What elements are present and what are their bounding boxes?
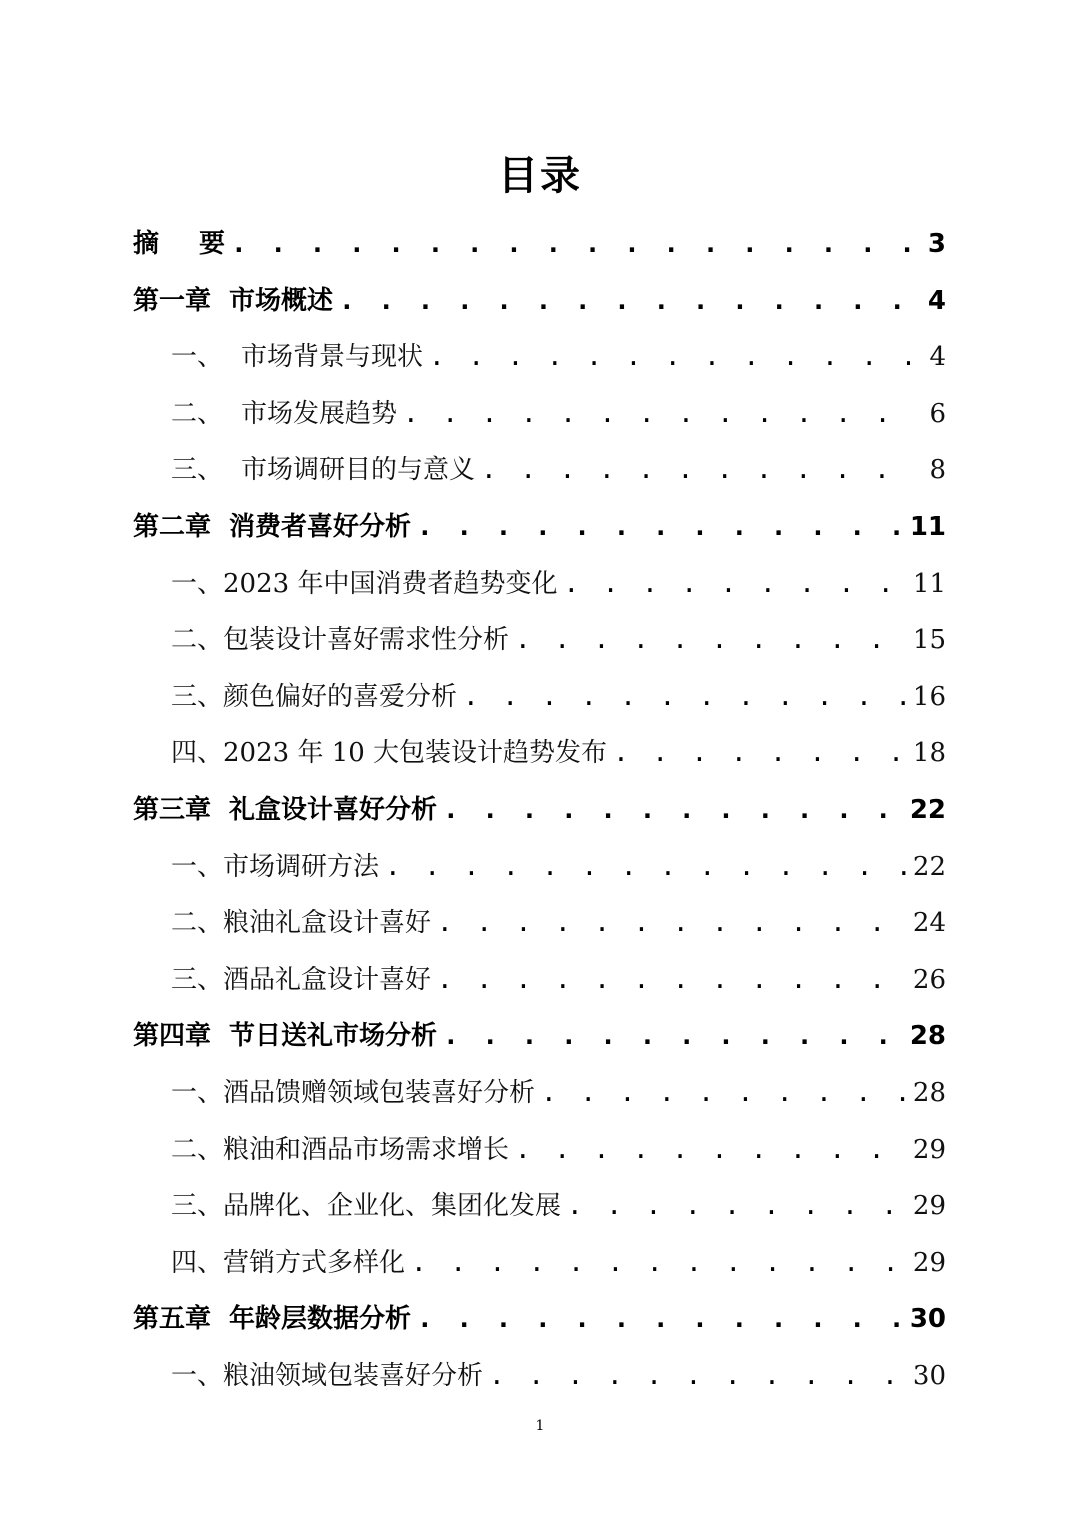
toc-dot-leader	[613, 725, 907, 782]
toc-page-number: 28	[912, 1077, 946, 1108]
toc-dot-leader	[429, 329, 910, 386]
footer-page-number: 1	[535, 1418, 545, 1434]
toc-page-number: 4	[929, 342, 946, 373]
toc-entry-chapter-3[interactable]	[133, 782, 946, 839]
toc-dot-leader	[411, 1235, 907, 1292]
toc-dot-leader	[403, 386, 910, 443]
toc-page-number: 11	[912, 568, 946, 599]
toc-entry-section[interactable]	[133, 1122, 946, 1179]
toc-entry-label: 二、包装设计喜好需求性分析	[171, 625, 510, 656]
toc-dot-leader	[437, 895, 907, 952]
toc-dot-leader	[481, 442, 910, 499]
toc-entry-label: 三、颜色偏好的喜爱分析	[171, 681, 458, 712]
toc-entry-section[interactable]	[133, 1178, 946, 1235]
toc-entry-label: 第四章 节日送礼市场分析	[133, 1021, 438, 1052]
toc-entry-label: 四、2023 年 10 大包装设计趋势发布	[171, 738, 608, 769]
toc-entry-section[interactable]	[133, 725, 946, 782]
toc-page-number: 8	[929, 455, 946, 486]
toc-entry-section[interactable]	[133, 329, 946, 386]
toc-entry-label: 第二章 消费者喜好分析	[133, 511, 412, 542]
toc-dot-leader	[489, 1348, 907, 1405]
toc-page-number: 22	[909, 794, 946, 825]
toc-entry-section[interactable]	[133, 669, 946, 726]
toc-dot-leader	[437, 952, 907, 1009]
toc-entry-chapter-1[interactable]	[133, 273, 946, 330]
toc-entry-label: 三、品牌化、企业化、集团化发展	[171, 1191, 562, 1222]
toc-page-number: 29	[912, 1191, 946, 1222]
toc-page-number: 22	[912, 851, 946, 882]
toc-dot-leader	[417, 1291, 904, 1348]
toc-entry-label: 第五章 年龄层数据分析	[133, 1304, 412, 1335]
toc-page-number: 29	[912, 1247, 946, 1278]
toc-entry-section[interactable]	[133, 952, 946, 1009]
toc-entry-section[interactable]	[133, 1348, 946, 1405]
toc-entry-section[interactable]	[133, 386, 946, 443]
toc-page-number: 28	[909, 1021, 946, 1052]
toc-page-number: 4	[927, 285, 946, 316]
toc-dot-leader	[443, 782, 904, 839]
toc-dot-leader	[463, 669, 907, 726]
toc-entry-label: 一、2023 年中国消费者趋势变化	[171, 568, 558, 599]
toc-dot-leader	[563, 556, 906, 613]
toc-entry-section[interactable]	[133, 1065, 946, 1122]
toc-page-number: 29	[912, 1134, 946, 1165]
toc-page-number: 11	[909, 511, 946, 542]
toc-entry-chapter-2[interactable]	[133, 499, 946, 556]
toc-entry-abstract[interactable]	[133, 216, 946, 273]
toc-entry-label: 二、粮油礼盒设计喜好	[171, 908, 432, 939]
toc-dot-leader	[541, 1065, 907, 1122]
toc-dot-leader	[339, 273, 910, 330]
page-title: 目录	[498, 153, 582, 199]
toc-dot-leader	[385, 839, 907, 896]
toc-page-number: 3	[927, 229, 946, 259]
toc-page-number: 24	[912, 908, 946, 939]
toc-entry-chapter-4[interactable]	[133, 1008, 946, 1065]
toc-entry-label: 二、粮油和酒品市场需求增长	[171, 1134, 510, 1165]
toc-dot-leader	[515, 612, 907, 669]
toc-page-number: 30	[909, 1304, 946, 1335]
toc-entry-label: 一、市场调研方法	[171, 851, 380, 882]
toc-entry-chapter-5[interactable]	[133, 1291, 946, 1348]
toc-entry-label: 第一章 市场概述	[133, 285, 334, 316]
toc-entry-section[interactable]	[133, 839, 946, 896]
toc-dot-leader	[231, 216, 910, 273]
table-of-contents	[133, 216, 946, 1404]
toc-entry-section[interactable]	[133, 556, 946, 613]
toc-entry-label: 第三章 礼盒设计喜好分析	[133, 794, 438, 825]
toc-entry-label: 摘 要	[133, 229, 226, 259]
toc-entry-label: 三、 市场调研目的与意义	[171, 455, 476, 486]
toc-entry-section[interactable]	[133, 612, 946, 669]
toc-entry-label: 三、酒品礼盒设计喜好	[171, 964, 432, 995]
toc-page-number: 26	[912, 964, 946, 995]
toc-dot-leader	[515, 1122, 907, 1179]
toc-entry-label: 一、粮油领域包装喜好分析	[171, 1360, 484, 1391]
toc-page-number: 30	[912, 1360, 946, 1391]
toc-page-number: 18	[912, 738, 946, 769]
toc-entry-label: 一、酒品馈赠领域包装喜好分析	[171, 1077, 536, 1108]
toc-entry-label: 一、 市场背景与现状	[171, 342, 424, 373]
toc-entry-section[interactable]	[133, 895, 946, 952]
toc-entry-label: 二、 市场发展趋势	[171, 398, 398, 429]
toc-entry-section[interactable]	[133, 1235, 946, 1292]
toc-entry-label: 四、营销方式多样化	[171, 1247, 406, 1278]
toc-page-number: 16	[912, 681, 946, 712]
toc-dot-leader	[417, 499, 904, 556]
toc-dot-leader	[443, 1008, 904, 1065]
toc-page-number: 15	[912, 625, 946, 656]
toc-page-number: 6	[929, 398, 946, 429]
toc-dot-leader	[567, 1178, 907, 1235]
toc-entry-section[interactable]	[133, 442, 946, 499]
